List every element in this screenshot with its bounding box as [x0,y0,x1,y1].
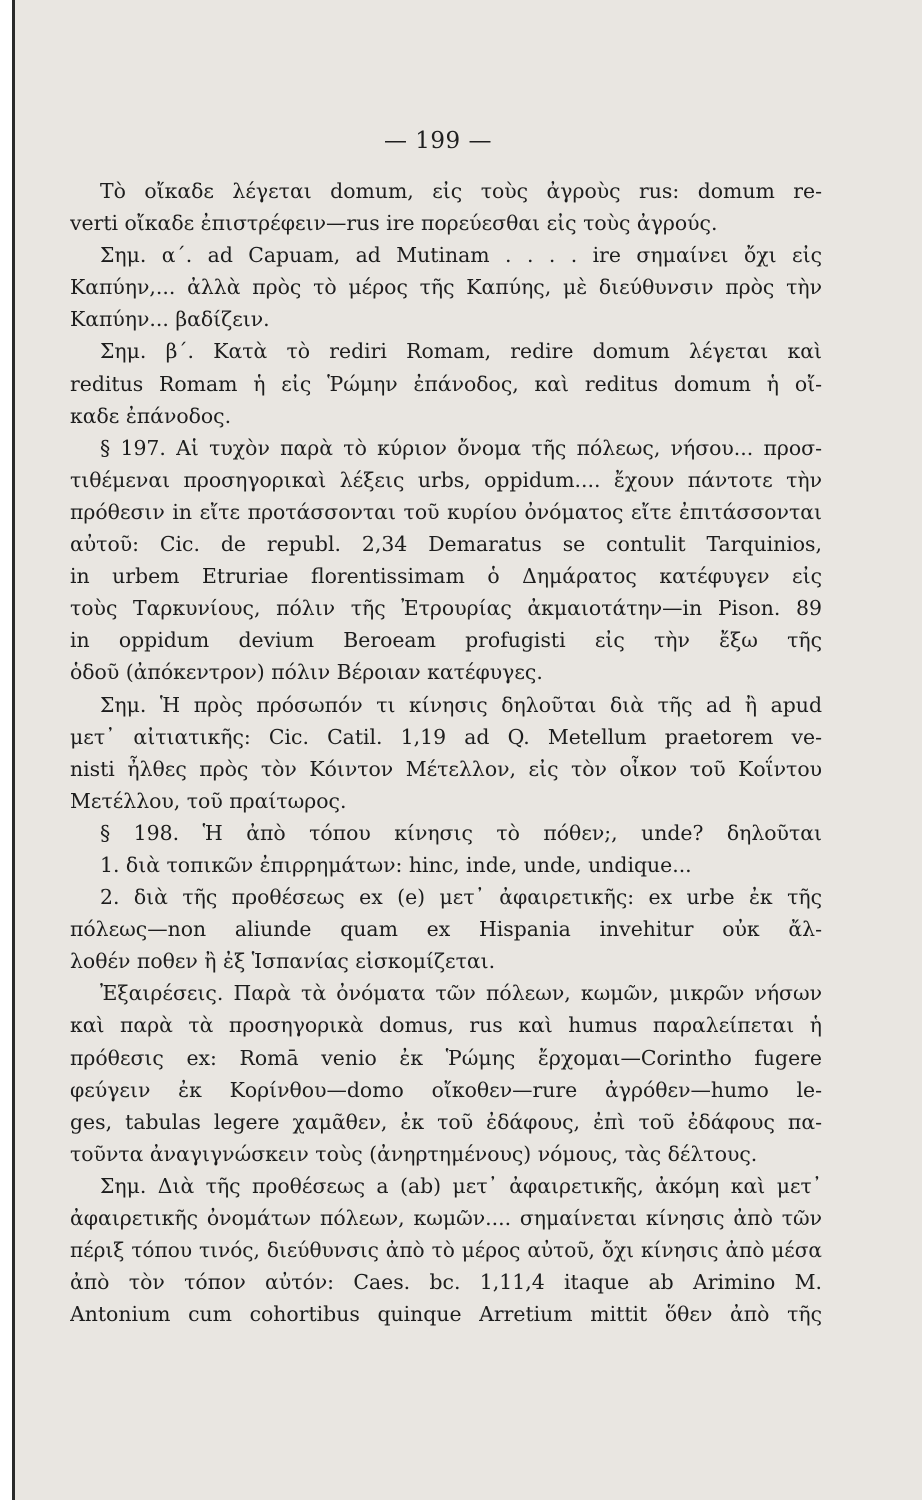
text-line: καδε ἐπάνοδος. [70,403,232,428]
text-line: ἀπὸ τὸν τόπον αὐτόν: Caes. bc. 1,11,4 itaque ab Arimino M. [70,1270,822,1295]
text-line: ὁδοῦ (ἀπόκεντρον) πόλιν Βέροιαν κατέφυγες. [70,660,543,685]
text-line: in oppidum devium Beroeam profugisti εἰς τὴν ἔξω τῆς [70,628,822,653]
text-line: Τὸ οἴκαδε λέγεται domum, εἰς τοὺς ἀγροὺς rus: domum re- [100,179,822,203]
text-line: Σημ. Διὰ τῆς προθέσεως a (ab) μετ᾽ ἀφαιρετικῆς, ἀκόμη καὶ μετ᾽ [100,1173,822,1198]
text-line: πρόθεσιν in εἴτε προτάσσονται τοῦ κυρίου ὀνόματος εἴτε ἐπιτάσσονται [70,499,822,524]
text-line: Καπύην... βαδίζειν. [70,307,270,332]
text-line: πρόθεσις ex: Romā venio ἐκ Ῥώμης ἔρχομαι—Corintho fugere [70,1045,822,1070]
text-line: τιθέμεναι προσηγορικαὶ λέξεις urbs, oppidum.... ἔχουν πάντοτε τὴν [70,467,822,492]
book-page [12,0,922,1500]
text-line: Καπύην,... ἀλλὰ πρὸς τὸ μέρος τῆς Καπύης, μὲ διεύθυνσιν πρὸς τὴν [70,275,822,300]
text-line: φεύγειν ἐκ Κορίνθου—domo οἴκοθεν—rure ἀγρόθεν—humo le- [70,1077,822,1102]
text-line: 2. διὰ τῆς προθέσεως ex (e) μετ᾽ ἀφαιρετικῆς: ex urbe ἐκ τῆς [100,885,822,910]
text-line: nisti ἦλθες πρὸς τὸν Κόιντον Μέτελλον, εἰς τὸν οἶκον τοῦ Κοΐντου [70,756,822,781]
text-line: Σημ. Ἡ πρὸς πρόσωπόν τι κίνησις δηλοῦται διὰ τῆς ad ἢ apud [100,692,822,717]
text-line: ἀφαιρετικῆς ὀνομάτων πόλεων, κωμῶν.... σημαίνεται κίνησις ἀπὸ τῶν [70,1206,822,1230]
text-line: in urbem Etruriae florentissimam ὁ Δημάρατος κατέφυγεν εἰς [70,564,822,589]
page-edge-shadow [12,0,15,1500]
text-line: πέριξ τόπου τινός, διεύθυνσις ἀπὸ τὸ μέρος αὐτοῦ, ὄχι κίνησις ἀπὸ μέσα [70,1238,822,1263]
text-line: Σημ. β΄. Κατὰ τὸ rediri Romam, redire domum λέγεται καὶ [100,339,822,364]
text-line: τοῦντα ἀναγιγνώσκειν τοὺς (ἀνηρτημένους) νόμους, τὰς δέλτους. [70,1141,758,1166]
text-line: Μετέλλου, τοῦ πραίτωρος. [70,788,347,813]
text-line: λοθέν ποθεν ἢ ἐξ Ἱσπανίας εἰσκομίζεται. [70,949,496,974]
text-line: verti οἴκαδε ἐπιστρέφειν—rus ire πορεύεσθαι εἰς τοὺς ἀγρούς. [70,211,718,236]
text-line: Antonium cum cohortibus quinque Arretium mittit ὅθεν ἀπὸ τῆς [70,1302,822,1327]
text-line: πόλεως—non aliunde quam ex Hispania invehitur οὐκ ἄλ- [70,917,822,942]
text-block [70,175,822,1330]
text-line: 1. διὰ τοπικῶν ἐπιρρημάτων: hinc, inde, unde, undique... [100,852,692,877]
text-line: Σημ. α΄. ad Capuam, ad Mutinam . . . . ire σημαίνει ὄχι εἰς [100,243,822,268]
text-line: § 198. Ἡ ἀπὸ τόπου κίνησις τὸ πόθεν;, unde? δηλοῦται [100,820,822,845]
text-line: ges, tabulas legere χαμᾶθεν, ἐκ τοῦ ἐδάφους, ἐπὶ τοῦ ἐδάφους πα- [70,1109,822,1134]
text-line: § 197. Αἱ τυχὸν παρὰ τὸ κύριον ὄνομα τῆς πόλεως, νήσου... προσ- [100,435,822,460]
text-line: αὐτοῦ: Cic. de republ. 2,34 Demaratus se contulit Tarquinios, [70,532,822,557]
text-line: μετ᾽ αἰτιατικῆς: Cic. Catil. 1,19 ad Q. Metellum praetorem ve- [70,724,822,749]
text-line: reditus Romam ἡ εἰς Ῥώμην ἐπάνοδος, καὶ reditus domum ἡ οἴ- [70,371,822,396]
text-line: τοὺς Ταρκυνίους, πόλιν τῆς Ἐτρουρίας ἀκμαιοτάτην—in Pison. 89 [70,596,822,621]
text-line: καὶ παρὰ τὰ προσηγορικὰ domus, rus καὶ humus παραλείπεται ἡ [70,1013,822,1038]
text-line: Ἐξαιρέσεις. Παρὰ τὰ ὀνόματα τῶν πόλεων, κωμῶν, μικρῶν νήσων [100,981,822,1006]
page-number: — 199 — [383,128,493,154]
